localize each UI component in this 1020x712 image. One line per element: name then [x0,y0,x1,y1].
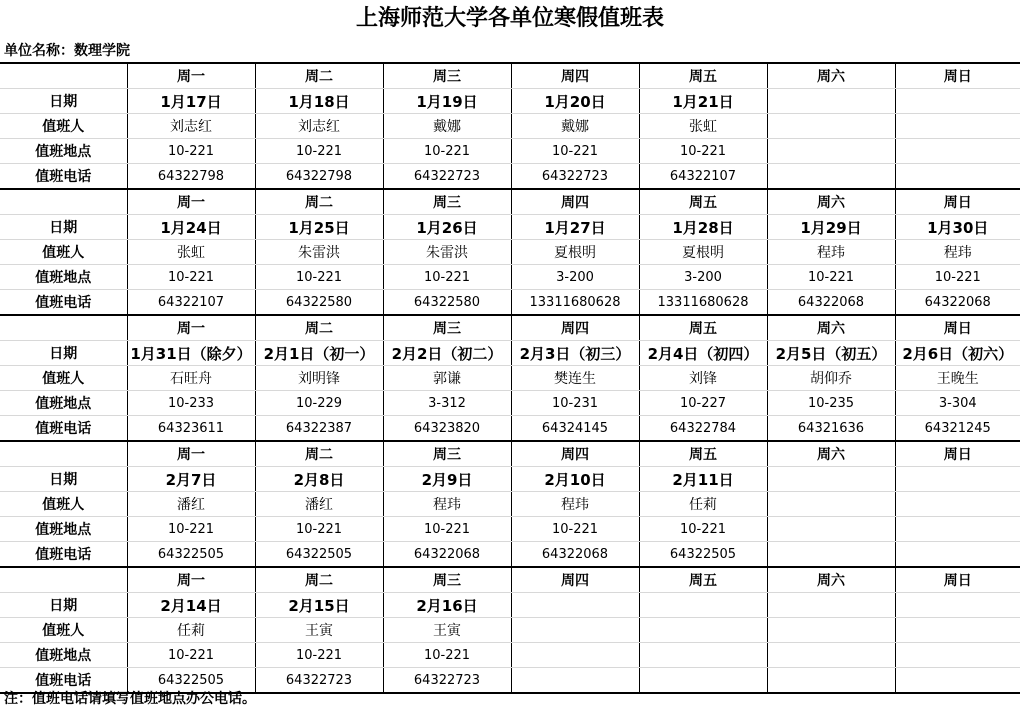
person-cell: 胡仰乔 [767,366,895,391]
person-cell: 张虹 [127,240,255,265]
row-label-phone: 值班电话 [0,542,127,568]
table-row [0,315,1020,341]
phone-cell: 64324145 [511,416,639,442]
table-row [0,89,1020,114]
row-label-phone: 值班电话 [0,668,127,694]
person-cell: 潘红 [127,492,255,517]
weekday-cell: 周一 [127,315,255,341]
weekday-cell: 周五 [639,567,767,593]
weekday-cell: 周一 [127,63,255,89]
location-cell: 10-221 [895,265,1020,290]
table-row [0,441,1020,467]
weekday-cell: 周二 [255,567,383,593]
date-cell: 1月30日 [895,215,1020,240]
date-cell: 2月1日（初一） [255,341,383,366]
location-cell: 10-229 [255,391,383,416]
date-cell: 2月16日 [383,593,511,618]
weekday-cell: 周二 [255,315,383,341]
location-cell: 10-221 [639,139,767,164]
table-row [0,391,1020,416]
row-label-empty [0,441,127,467]
person-cell: 郭谦 [383,366,511,391]
location-cell [767,517,895,542]
weekday-cell: 周三 [383,63,511,89]
date-cell [767,89,895,114]
row-label-date: 日期 [0,593,127,618]
phone-cell: 64322107 [127,290,255,316]
phone-cell: 64322387 [255,416,383,442]
weekday-cell: 周日 [895,189,1020,215]
weekday-cell: 周一 [127,189,255,215]
weekday-cell: 周日 [895,567,1020,593]
phone-cell: 64322723 [383,164,511,190]
table-row [0,593,1020,618]
phone-cell: 64322723 [255,668,383,694]
weekday-cell: 周六 [767,315,895,341]
row-label-location: 值班地点 [0,139,127,164]
person-cell [767,114,895,139]
date-cell [511,593,639,618]
location-cell [767,139,895,164]
date-cell: 1月17日 [127,89,255,114]
duty-table [0,62,1020,694]
table-row [0,366,1020,391]
location-cell: 10-221 [127,265,255,290]
table-row [0,290,1020,316]
phone-cell: 64322798 [127,164,255,190]
table-row [0,189,1020,215]
phone-cell: 64322068 [895,290,1020,316]
location-cell: 10-221 [383,139,511,164]
weekday-cell: 周三 [383,441,511,467]
date-cell: 1月20日 [511,89,639,114]
phone-cell [895,164,1020,190]
location-cell [895,517,1020,542]
phone-cell: 64323820 [383,416,511,442]
date-cell: 2月14日 [127,593,255,618]
row-label-phone: 值班电话 [0,164,127,190]
location-cell: 10-221 [383,517,511,542]
location-cell [895,643,1020,668]
date-cell: 2月10日 [511,467,639,492]
table-row [0,139,1020,164]
date-cell: 2月8日 [255,467,383,492]
row-label-empty [0,315,127,341]
date-cell: 1月18日 [255,89,383,114]
weekday-cell: 周四 [511,315,639,341]
row-label-person: 值班人 [0,240,127,265]
date-cell: 1月19日 [383,89,511,114]
location-cell: 10-221 [511,139,639,164]
location-cell [639,643,767,668]
person-cell: 朱雷洪 [383,240,511,265]
person-cell: 程玮 [895,240,1020,265]
date-cell: 2月9日 [383,467,511,492]
table-row [0,542,1020,568]
person-cell: 程玮 [383,492,511,517]
person-cell: 王寅 [255,618,383,643]
table-row [0,114,1020,139]
weekday-cell: 周四 [511,567,639,593]
phone-cell: 64321245 [895,416,1020,442]
weekday-cell: 周六 [767,567,895,593]
phone-cell: 64323611 [127,416,255,442]
person-cell: 朱雷洪 [255,240,383,265]
phone-cell: 64322505 [127,542,255,568]
location-cell: 3-200 [511,265,639,290]
person-cell: 刘志红 [127,114,255,139]
person-cell: 刘明锋 [255,366,383,391]
phone-cell: 64322068 [767,290,895,316]
row-label-person: 值班人 [0,114,127,139]
date-cell: 1月28日 [639,215,767,240]
weekday-cell: 周日 [895,63,1020,89]
date-cell: 2月2日（初二） [383,341,511,366]
unit-name: 单位名称：数理学院 [4,43,130,59]
person-cell [511,618,639,643]
location-cell: 10-221 [255,139,383,164]
date-cell [895,467,1020,492]
person-cell: 王寅 [383,618,511,643]
location-cell: 10-221 [511,517,639,542]
date-cell: 2月6日（初六） [895,341,1020,366]
weekday-cell: 周五 [639,63,767,89]
weekday-cell: 周三 [383,567,511,593]
location-cell [895,139,1020,164]
person-cell: 戴娜 [383,114,511,139]
weekday-cell: 周五 [639,315,767,341]
row-label-date: 日期 [0,467,127,492]
row-label-date: 日期 [0,215,127,240]
weekday-cell: 周五 [639,189,767,215]
phone-cell: 64322723 [511,164,639,190]
date-cell [895,593,1020,618]
location-cell: 10-221 [255,517,383,542]
location-cell: 10-221 [767,265,895,290]
weekday-cell: 周五 [639,441,767,467]
weekday-cell: 周日 [895,315,1020,341]
phone-cell [767,542,895,568]
table-row [0,618,1020,643]
table-row [0,517,1020,542]
phone-cell: 64322068 [383,542,511,568]
weekday-cell: 周六 [767,441,895,467]
date-cell: 1月24日 [127,215,255,240]
date-cell [767,593,895,618]
date-cell: 1月26日 [383,215,511,240]
person-cell [639,618,767,643]
row-label-empty [0,63,127,89]
row-label-person: 值班人 [0,618,127,643]
phone-cell [767,668,895,694]
person-cell: 刘志红 [255,114,383,139]
date-cell: 2月3日（初三） [511,341,639,366]
phone-cell: 64322580 [255,290,383,316]
phone-cell [511,668,639,694]
person-cell: 程玮 [767,240,895,265]
person-cell [895,492,1020,517]
phone-cell [639,668,767,694]
row-label-person: 值班人 [0,492,127,517]
person-cell: 夏根明 [511,240,639,265]
row-label-phone: 值班电话 [0,416,127,442]
location-cell [511,643,639,668]
location-cell: 10-233 [127,391,255,416]
date-cell: 1月29日 [767,215,895,240]
phone-cell: 64322505 [127,668,255,694]
table-row [0,467,1020,492]
person-cell: 任莉 [127,618,255,643]
date-cell [639,593,767,618]
row-label-location: 值班地点 [0,391,127,416]
weekday-cell: 周三 [383,315,511,341]
weekday-cell: 周二 [255,189,383,215]
location-cell: 10-227 [639,391,767,416]
location-cell [767,643,895,668]
page-title: 上海师范大学各单位寒假值班表 [355,6,664,31]
phone-cell [767,164,895,190]
date-cell: 2月7日 [127,467,255,492]
phone-cell: 13311680628 [511,290,639,316]
person-cell: 石旺舟 [127,366,255,391]
row-label-date: 日期 [0,341,127,366]
row-label-phone: 值班电话 [0,290,127,316]
table-row [0,643,1020,668]
phone-cell: 64322798 [255,164,383,190]
location-cell: 10-221 [127,643,255,668]
table-row [0,492,1020,517]
row-label-empty [0,567,127,593]
person-cell: 潘红 [255,492,383,517]
person-cell: 樊连生 [511,366,639,391]
weekday-cell: 周六 [767,63,895,89]
phone-cell: 64322107 [639,164,767,190]
footer-note: 注：值班电话请填写值班地点办公电话。 [4,691,256,707]
location-cell: 10-231 [511,391,639,416]
location-cell: 10-221 [255,265,383,290]
person-cell: 刘锋 [639,366,767,391]
phone-cell [895,542,1020,568]
person-cell: 夏根明 [639,240,767,265]
weekday-cell: 周二 [255,63,383,89]
phone-cell: 64321636 [767,416,895,442]
phone-cell: 64322068 [511,542,639,568]
date-cell [895,89,1020,114]
row-label-date: 日期 [0,89,127,114]
phone-cell: 64322784 [639,416,767,442]
weekday-cell: 周四 [511,63,639,89]
table-row [0,265,1020,290]
location-cell: 10-221 [383,265,511,290]
table-row [0,567,1020,593]
table-row [0,164,1020,190]
weekday-cell: 周四 [511,441,639,467]
table-row [0,215,1020,240]
row-label-person: 值班人 [0,366,127,391]
phone-cell [895,668,1020,694]
date-cell: 1月21日 [639,89,767,114]
person-cell [895,114,1020,139]
row-label-location: 值班地点 [0,643,127,668]
phone-cell: 64322580 [383,290,511,316]
weekday-cell: 周二 [255,441,383,467]
table-row [0,240,1020,265]
weekday-cell: 周一 [127,567,255,593]
location-cell: 10-235 [767,391,895,416]
location-cell: 10-221 [127,517,255,542]
person-cell: 程玮 [511,492,639,517]
date-cell [767,467,895,492]
weekday-cell: 周六 [767,189,895,215]
date-cell: 2月15日 [255,593,383,618]
person-cell [767,492,895,517]
location-cell: 3-304 [895,391,1020,416]
location-cell: 10-221 [127,139,255,164]
row-label-location: 值班地点 [0,265,127,290]
person-cell: 张虹 [639,114,767,139]
table-row [0,341,1020,366]
phone-cell: 64322723 [383,668,511,694]
person-cell: 戴娜 [511,114,639,139]
person-cell: 王晚生 [895,366,1020,391]
row-label-location: 值班地点 [0,517,127,542]
person-cell: 任莉 [639,492,767,517]
location-cell: 3-200 [639,265,767,290]
table-row [0,416,1020,442]
date-cell: 2月5日（初五） [767,341,895,366]
location-cell: 3-312 [383,391,511,416]
row-label-empty [0,189,127,215]
weekday-cell: 周四 [511,189,639,215]
person-cell [895,618,1020,643]
location-cell: 10-221 [639,517,767,542]
location-cell: 10-221 [255,643,383,668]
person-cell [767,618,895,643]
weekday-cell: 周日 [895,441,1020,467]
weekday-cell: 周三 [383,189,511,215]
phone-cell: 64322505 [639,542,767,568]
date-cell: 2月11日 [639,467,767,492]
phone-cell: 13311680628 [639,290,767,316]
table-row [0,63,1020,89]
date-cell: 2月4日（初四） [639,341,767,366]
date-cell: 1月27日 [511,215,639,240]
weekday-cell: 周一 [127,441,255,467]
date-cell: 1月31日（除夕） [127,341,255,366]
date-cell: 1月25日 [255,215,383,240]
location-cell: 10-221 [383,643,511,668]
phone-cell: 64322505 [255,542,383,568]
